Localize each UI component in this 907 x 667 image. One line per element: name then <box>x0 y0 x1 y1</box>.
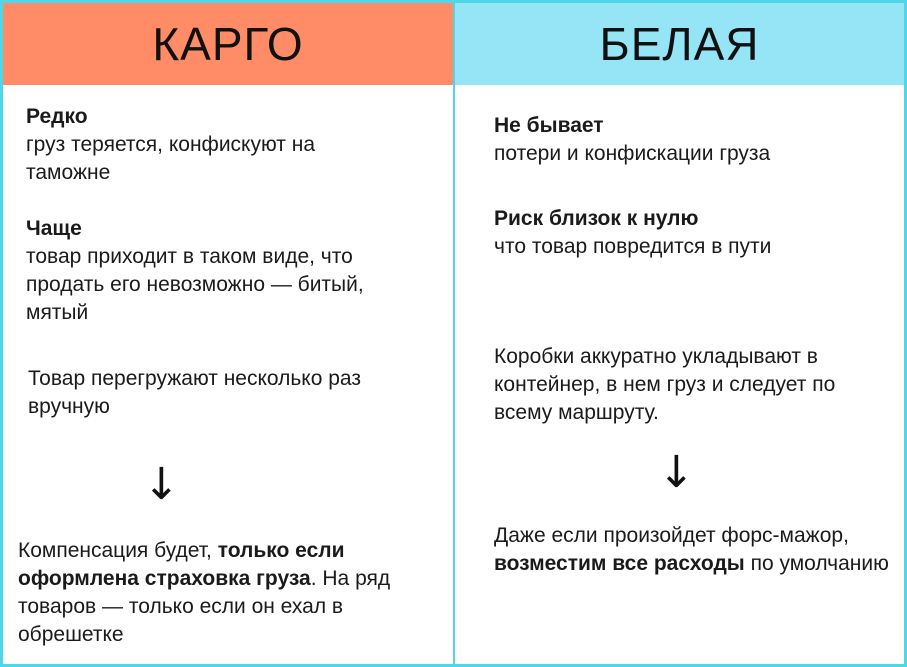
cargo-section-rarely <box>26 103 356 187</box>
cargo-conclusion-bold: только если оформлена страховка груза <box>18 539 345 590</box>
white-down-arrow-icon: ↓ <box>658 447 695 498</box>
white-conclusion-bold: возместим все расходы <box>494 552 745 575</box>
white-section-never <box>494 112 874 168</box>
cargo-section-often-text: товар приходит в таком виде, что продать его невозможно — битый, мятый <box>26 245 364 324</box>
white-section-never-text: потери и конфискации груза <box>494 142 771 165</box>
header-white <box>455 3 904 85</box>
white-conclusion-text-start: Даже если произойдет форс-мажор, <box>494 524 849 547</box>
cargo-section-often <box>26 215 431 327</box>
cargo-conclusion-text-start: Компенсация будет, <box>18 539 218 562</box>
white-section-risk <box>494 205 874 261</box>
white-section-risk-heading: Риск близок к нулю <box>494 207 699 230</box>
header-white-title: БЕЛАЯ <box>599 18 760 70</box>
cargo-section-handling-text: Товар перегружают несколько раз вручную <box>28 367 361 418</box>
column-divider <box>453 3 455 664</box>
white-conclusion <box>494 522 894 578</box>
cargo-down-arrow-icon: ↓ <box>143 459 180 510</box>
cargo-conclusion <box>18 537 413 649</box>
cargo-section-rarely-text: груз теряется, конфискуют на таможне <box>26 133 315 184</box>
white-conclusion-text-end: по умолчанию <box>744 552 889 575</box>
header-cargo-title: КАРГО <box>152 18 304 70</box>
white-section-never-heading: Не бывает <box>494 114 604 137</box>
cargo-section-often-heading: Чаще <box>26 217 82 240</box>
header-cargo <box>3 3 453 85</box>
cargo-section-handling <box>28 365 398 421</box>
white-section-risk-text: что товар повредится в пути <box>494 235 772 258</box>
cargo-conclusion-text-end: . На ряд товаров — только если он ехал в обрешетке <box>18 567 391 646</box>
white-section-handling <box>494 343 874 427</box>
cargo-section-rarely-heading: Редко <box>26 105 88 128</box>
white-section-handling-text: Коробки аккуратно укладывают в контейнер, в нем груз и следует по всему маршруту. <box>494 345 836 424</box>
